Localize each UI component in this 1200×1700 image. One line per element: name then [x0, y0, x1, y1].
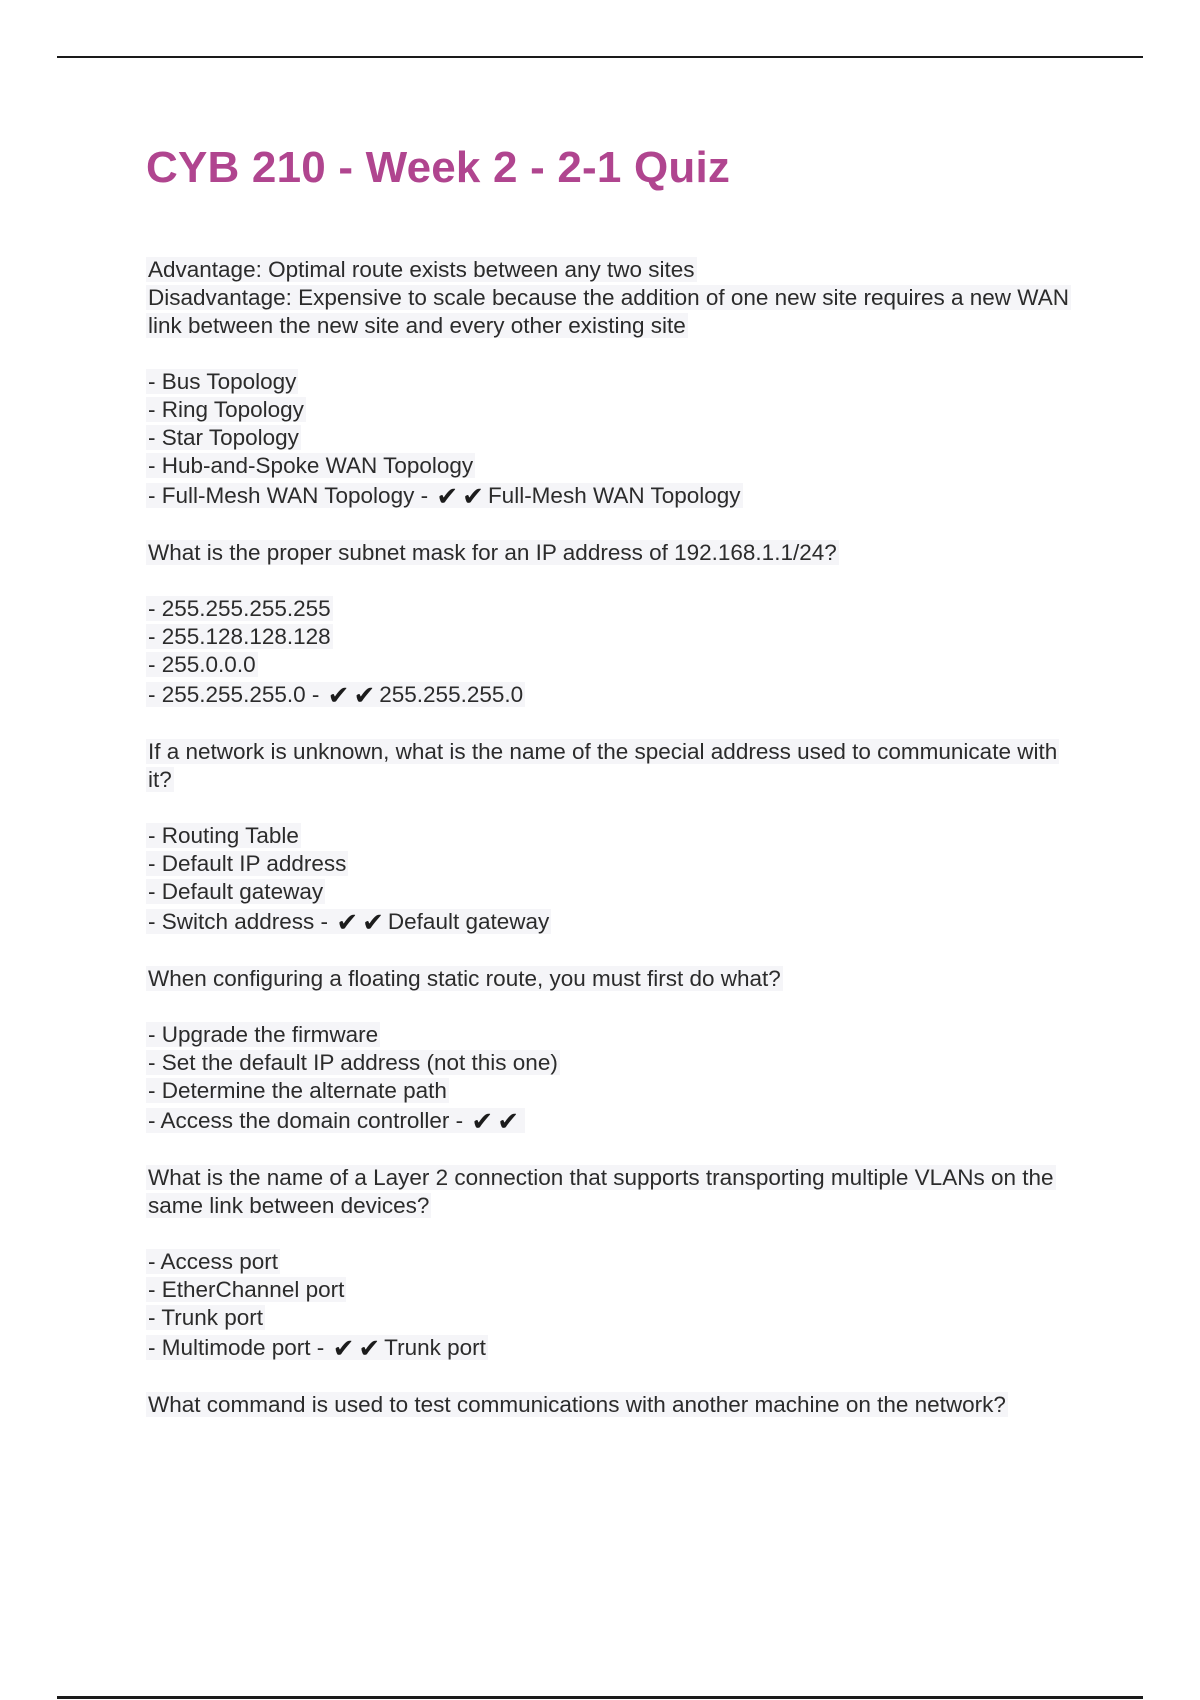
option-item: - Bus Topology	[148, 369, 297, 394]
option-item: - 255.255.255.0 -	[148, 682, 320, 707]
check-icon: ✔	[362, 907, 384, 937]
option-item: - Ring Topology	[148, 397, 304, 422]
option-item: - 255.0.0.0	[148, 652, 256, 677]
options-3	[146, 822, 1086, 938]
bottom-rule	[57, 1696, 1143, 1699]
question-2	[146, 539, 1086, 567]
question-4	[146, 965, 1086, 993]
options-1	[146, 368, 1086, 512]
check-icon: ✔	[353, 680, 376, 710]
question-text: What is the name of a Layer 2 connection that supports transporting multiple VLANs on the same link between devices?	[148, 1165, 1054, 1218]
top-rule	[57, 56, 1143, 58]
option-item: - EtherChannel port	[148, 1277, 345, 1302]
option-item: - Full-Mesh WAN Topology -	[148, 483, 429, 508]
option-item: - Determine the alternate path	[148, 1078, 447, 1103]
option-item: - 255.255.255.255	[148, 596, 331, 621]
options-2	[146, 595, 1086, 711]
option-item: - Switch address -	[148, 909, 329, 934]
page-title: CYB 210 - Week 2 - 2-1 Quiz	[146, 143, 731, 192]
question-3	[146, 738, 1086, 794]
check-icon: ✔	[358, 1333, 381, 1363]
check-icon: ✔	[336, 907, 359, 937]
option-item: - Access port	[148, 1249, 279, 1274]
check-icon: ✔	[497, 1106, 519, 1136]
option-item: - Default IP address	[148, 851, 347, 876]
option-item: - 255.128.128.128	[148, 624, 331, 649]
check-icon: ✔	[436, 481, 459, 511]
question-text: When configuring a floating static route, you must first do what?	[148, 966, 781, 991]
check-icon: ✔	[471, 1106, 494, 1136]
option-item: - Set the default IP address (not this one)	[148, 1050, 558, 1075]
check-icon: ✔	[462, 481, 484, 511]
answer-text: Full-Mesh WAN Topology	[487, 483, 741, 508]
options-4	[146, 1021, 1086, 1137]
option-item: - Default gateway	[148, 879, 324, 904]
option-item: - Hub-and-Spoke WAN Topology	[148, 453, 474, 478]
answer-text: Trunk port	[384, 1335, 486, 1360]
answer-text: 255.255.255.0	[379, 682, 524, 707]
option-item: - Access the domain controller -	[148, 1108, 464, 1133]
question-text: If a network is unknown, what is the name of the special address used to communicate with it?	[148, 739, 1058, 792]
page-content	[146, 140, 1086, 1447]
question-text: Disadvantage: Expensive to scale because the addition of one new site requires a new WAN link between the new site and every other existing site	[148, 285, 1069, 338]
check-icon: ✔	[332, 1333, 355, 1363]
question-6	[146, 1391, 1086, 1419]
question-text: What is the proper subnet mask for an IP address of 192.168.1.1/24?	[148, 540, 837, 565]
option-item: - Star Topology	[148, 425, 299, 450]
option-item: - Multimode port -	[148, 1335, 325, 1360]
question-text: What command is used to test communications with another machine on the network?	[148, 1392, 1006, 1417]
option-item: - Routing Table	[148, 823, 299, 848]
check-icon: ✔	[327, 680, 350, 710]
answer-text: Default gateway	[387, 909, 550, 934]
option-item: - Upgrade the firmware	[148, 1022, 379, 1047]
question-5	[146, 1164, 1086, 1220]
question-text: Advantage: Optimal route exists between any two sites	[148, 257, 695, 282]
option-item: - Trunk port	[148, 1305, 264, 1330]
question-1	[146, 256, 1086, 340]
options-5	[146, 1248, 1086, 1364]
